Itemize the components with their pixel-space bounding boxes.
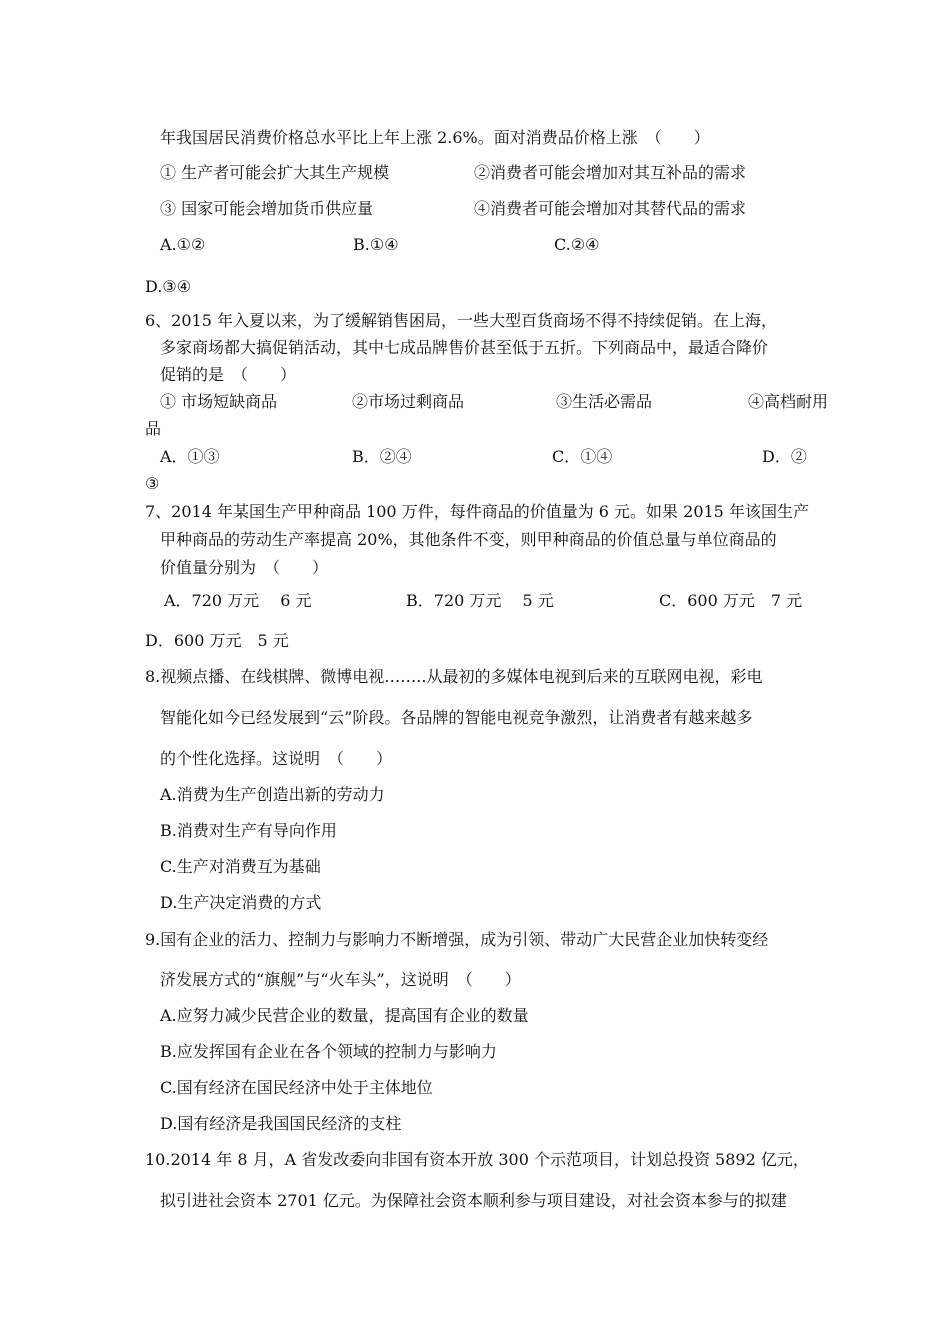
q7-stem-line-1: 7、2014 年某国生产甲种商品 100 万件，每件商品的价值量为 6 元。如果 2015 年该国生产: [145, 502, 809, 521]
q6-statement-2: ②市场过剩商品: [352, 392, 465, 411]
q6-stem-line-3: 促销的是 （ ）: [160, 365, 297, 384]
q5-option-b: B.①④: [353, 235, 399, 254]
q10-stem-line-2: 拟引进社会资本 2701 亿元。为保障社会资本顺利参与项目建设，对社会资本参与的拟建: [160, 1191, 787, 1210]
q5-option-c: C.②④: [554, 235, 600, 254]
q8-option-b: B.消费对生产有导向作用: [160, 821, 337, 840]
q6-stem-line-2: 多家商场都大搞促销活动，其中七成品牌售价甚至低于五折。下列商品中，最适合降价: [160, 338, 769, 357]
q9-stem-line-2: 济发展方式的“旗舰”与“火车头”，这说明 （ ）: [160, 970, 521, 989]
q6-option-c: C．①④: [552, 447, 613, 466]
q5-option-d: D.③④: [145, 277, 192, 296]
q8-option-d: D.生产决定消费的方式: [160, 893, 322, 912]
q6-statement-3: ③生活必需品: [556, 392, 653, 411]
q6-option-d: D．②: [762, 447, 807, 466]
q7-option-c: C．600 万元 7 元: [659, 591, 803, 610]
q9-option-b: B.应发挥国有企业在各个领域的控制力与影响力: [160, 1042, 497, 1061]
q7-stem-line-2: 甲种商品的劳动生产率提高 20%，其他条件不变，则甲种商品的价值总量与单位商品的: [160, 530, 777, 549]
q7-option-b: B．720 万元 5 元: [406, 591, 554, 610]
q6-statement-wrap: 品: [145, 419, 162, 438]
q9-option-d: D.国有经济是我国国民经济的支柱: [160, 1114, 402, 1133]
q5-statement-1: ① 生产者可能会扩大其生产规模: [160, 163, 390, 182]
q6-option-a: A．①③: [160, 447, 220, 466]
q8-stem-line-3: 的个性化选择。这说明 （ ）: [160, 749, 393, 768]
q9-stem-line-1: 9.国有企业的活力、控制力与影响力不断增强，成为引领、带动广大民营企业加快转变经: [145, 930, 769, 949]
q5-stem-tail: 年我国居民消费价格总水平比上年上涨 2.6%。面对消费品价格上涨 （ ）: [160, 128, 710, 147]
q6-option-b: B．②④: [352, 447, 412, 466]
q5-option-a: A.①②: [160, 235, 206, 254]
q9-option-a: A.应努力减少民营企业的数量，提高国有企业的数量: [160, 1006, 529, 1025]
q9-option-c: C.国有经济在国民经济中处于主体地位: [160, 1078, 433, 1097]
q7-stem-line-3: 价值量分别为 （ ）: [160, 558, 329, 577]
q7-option-d: D．600 万元 5 元: [145, 631, 289, 650]
q6-option-wrap: ③: [145, 474, 160, 493]
q10-stem-line-1: 10.2014 年 8 月，A 省发改委向非国有资本开放 300 个示范项目，计划总投资 5892 亿元，: [145, 1150, 809, 1169]
q8-option-c: C.生产对消费互为基础: [160, 857, 321, 876]
q7-option-a: A．720 万元 6 元: [164, 591, 312, 610]
q6-statement-4: ④高档耐用: [748, 392, 829, 411]
q8-stem-line-1: 8.视频点播、在线棋牌、微博电视……..从最初的多媒体电视到后来的互联网电视，彩电: [145, 667, 763, 686]
q5-statement-3: ③ 国家可能会增加货币供应量: [160, 199, 374, 218]
q6-stem-line-1: 6、2015 年入夏以来，为了缓解销售困局，一些大型百货商场不得不持续促销。在上海，: [145, 311, 777, 330]
q8-option-a: A.消费为生产创造出新的劳动力: [160, 785, 385, 804]
q6-statement-1: ① 市场短缺商品: [160, 392, 278, 411]
q8-stem-line-2: 智能化如今已经发展到“云”阶段。各品牌的智能电视竞争激烈，让消费者有越来越多: [160, 708, 753, 727]
q5-statement-4: ④消费者可能会增加对其替代品的需求: [474, 199, 747, 218]
q5-statement-2: ②消费者可能会增加对其互补品的需求: [474, 163, 747, 182]
